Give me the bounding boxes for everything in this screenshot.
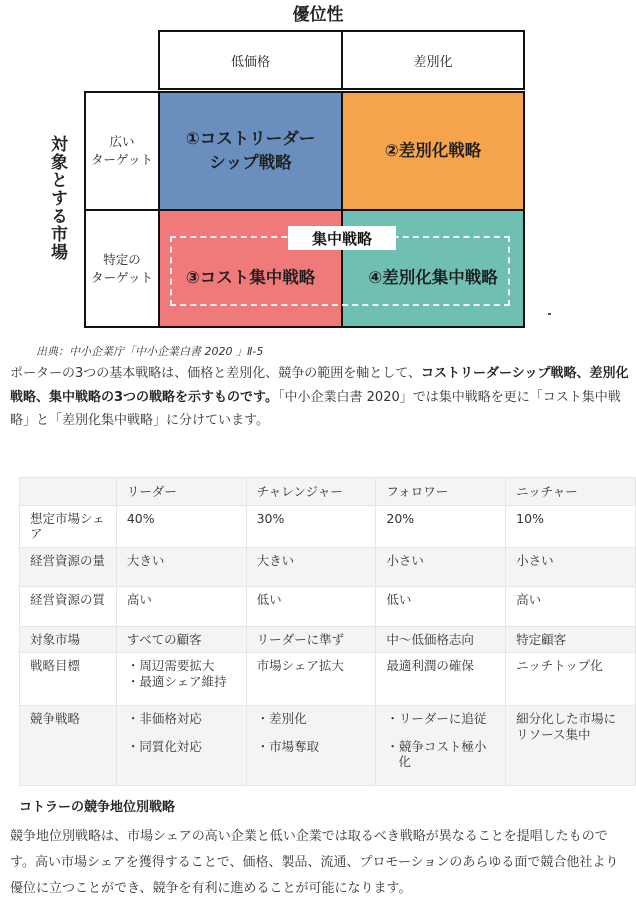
table-cell: 低い (376, 586, 506, 626)
table-header-nicher: ニッチャー (506, 478, 636, 506)
quadrant-cost-leadership: ①コストリーダー シップ戦略 (158, 91, 343, 211)
source-caption: 出典：中小企業庁「中小企業白書 2020 」Ⅱ-5 (36, 345, 264, 358)
competitive-position-table (19, 477, 636, 786)
bullet-item: ・リーダーに追従 (386, 711, 487, 726)
table-row (20, 586, 636, 626)
decorative-dot (548, 313, 551, 315)
bullet-item: ・市場奪取 (256, 738, 320, 754)
table-cell (116, 706, 246, 786)
table-cell: リーダーに準ず (246, 626, 376, 653)
axis-label-target-market: 対象とする市場 (47, 135, 67, 261)
table-cell (116, 653, 246, 706)
row-label: 経営資源の質 (20, 586, 117, 626)
section-heading: コトラーの競争地位別戦略 (19, 800, 176, 815)
table-cell (246, 706, 376, 786)
row-header-broad-target: 広い ターゲット (84, 91, 160, 211)
bullet-item: ・競争コスト極小化 (386, 738, 487, 769)
intro-text-bold: コストリーダーシップ戦略、差別化戦略、集中戦略の3つの戦略を示すものです。 (10, 366, 629, 405)
table-header-blank (20, 478, 117, 506)
table-row (20, 653, 636, 706)
table-cell: 細分化した市場にリソース集中 (506, 706, 636, 786)
axis-label-advantage: 優位性 (292, 5, 344, 25)
row-label: 対象市場 (20, 626, 117, 653)
bullet-item: ・同質化対応 (126, 738, 202, 754)
table-cell: 低い (246, 586, 376, 626)
table-cell: 高い (506, 586, 636, 626)
row-header-specific-target: 特定の ターゲット (84, 209, 160, 328)
focus-strategy-label: 集中戦略 (288, 226, 396, 250)
closing-paragraph: 競争地位別戦略は、市場シェアの高い企業と低い企業では取るべき戦略が異なることを提唱したものです。高い市場シェアを獲得することで、価格、製品、流通、プロモーションのあらゆる面で競合他社より優位に立つことができ、競争を有利に進めることが可能になります。 (10, 829, 619, 896)
table-row (20, 706, 636, 786)
table-cell: 30% (246, 505, 376, 547)
bullet-item: ・最適シェア維持 (126, 673, 227, 689)
table-cell: 40% (116, 505, 246, 547)
table-cell: 10% (506, 505, 636, 547)
table-header-row (20, 478, 636, 506)
porter-strategy-matrix (0, 0, 636, 340)
table-row (20, 626, 636, 653)
row-label: 競争戦略 (20, 706, 117, 786)
bullet-item: ・差別化 (256, 711, 307, 726)
table-cell: 特定顧客 (506, 626, 636, 653)
table-header-leader: リーダー (116, 478, 246, 506)
table-cell: 小さい (506, 547, 636, 586)
row-label: 経営資源の量 (20, 547, 117, 586)
table-row (20, 547, 636, 586)
table-cell: 20% (376, 505, 506, 547)
quadrant-differentiation-focus: ④差別化集中戦略 (341, 209, 525, 328)
intro-paragraph (10, 362, 630, 433)
table-header-follower: フォロワー (376, 478, 506, 506)
table-cell: 高い (116, 586, 246, 626)
table-row (20, 505, 636, 547)
intro-text-post: 「中小企業白書 2020」では集中戦略を更に「コスト集中戦略」と「差別化集中戦略」に分けています。 (10, 389, 621, 428)
intro-text-pre: ポーターの3つの基本戦略は、価格と差別化、競争の範囲を軸として、 (10, 366, 422, 381)
bullet-item: ・非価格対応 (126, 711, 202, 726)
table-cell: 大きい (116, 547, 246, 586)
table-cell: 大きい (246, 547, 376, 586)
quadrant-cost-focus: ③コスト集中戦略 (158, 209, 343, 328)
table-header-challenger: チャレンジャー (246, 478, 376, 506)
table-cell: 市場シェア拡大 (246, 653, 376, 706)
table-cell: ニッチトップ化 (506, 653, 636, 706)
table-cell: 中〜低価格志向 (376, 626, 506, 653)
quadrant-differentiation: ②差別化戦略 (341, 91, 525, 211)
table-cell: 最適利潤の確保 (376, 653, 506, 706)
row-label: 想定市場シェア (20, 505, 117, 547)
col-header-low-price: 低価格 (158, 30, 343, 90)
bullet-item: ・周辺需要拡大 (126, 658, 215, 673)
col-header-differentiation: 差別化 (341, 30, 525, 90)
row-label: 戦略目標 (20, 653, 117, 706)
table-cell (376, 706, 506, 786)
table-cell: 小さい (376, 547, 506, 586)
table-cell: すべての顧客 (116, 626, 246, 653)
